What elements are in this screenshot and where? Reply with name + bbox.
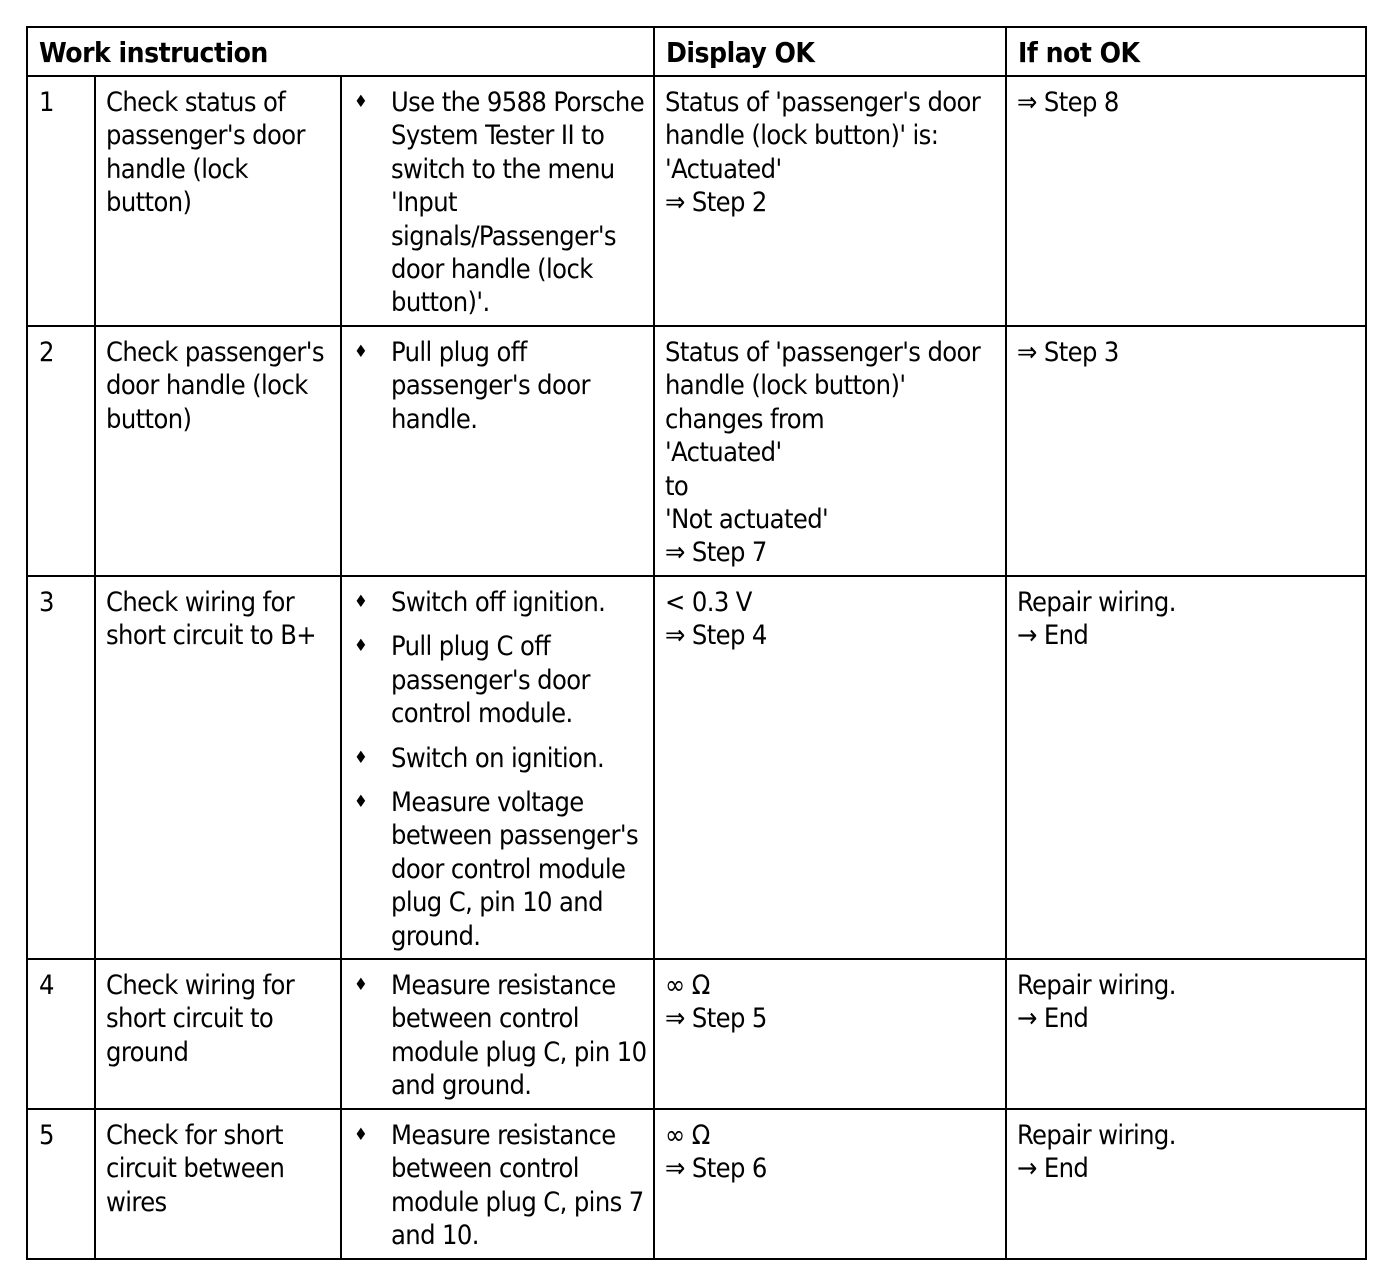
- instruction-item: [354, 336, 649, 436]
- step-instructions: [341, 76, 654, 326]
- instruction-text: Measure resistance between control module plug C, pin 10 and ground.: [391, 970, 647, 1102]
- header-work-instruction: Work instruction: [27, 27, 654, 76]
- instruction-text: Measure voltage between passenger's door control module plug C, pin 10 and ground.: [391, 787, 639, 952]
- step-instructions: [341, 326, 654, 576]
- display-ok-result: Status of 'passenger's door handle (lock button)' is: 'Actuated' ⇒ Step 2: [654, 76, 1006, 326]
- diamond-bullet-icon: ♦: [354, 636, 368, 657]
- diamond-bullet-icon: ♦: [354, 92, 368, 112]
- step-task: Check status of passenger's door handle (lock button): [95, 76, 341, 326]
- step-instructions: [341, 959, 654, 1109]
- step-instructions: [341, 576, 654, 959]
- instruction-text: Pull plug off passenger's door handle.: [391, 337, 590, 435]
- step-number: 5: [27, 1109, 95, 1259]
- if-not-ok-result: Repair wiring. → End: [1006, 576, 1366, 959]
- work-instruction-sheet: [26, 26, 1367, 1260]
- instruction-item: [354, 742, 649, 775]
- diamond-bullet-icon: ♦: [354, 592, 368, 612]
- table-row: [27, 326, 1366, 576]
- step-number: 1: [27, 76, 95, 326]
- header-display-ok: Display OK: [654, 27, 1006, 76]
- step-number: 2: [27, 326, 95, 576]
- diamond-bullet-icon: ♦: [354, 747, 368, 768]
- instruction-text: Pull plug C off passenger's door control module.: [391, 631, 590, 730]
- step-number: 3: [27, 576, 95, 959]
- step-instructions: [341, 1109, 654, 1259]
- if-not-ok-result: Repair wiring. → End: [1006, 1109, 1366, 1259]
- step-task: Check wiring for short circuit to B+: [95, 576, 341, 959]
- if-not-ok-result: ⇒ Step 3: [1006, 326, 1366, 576]
- instruction-item: [354, 586, 649, 619]
- table-header-row: [27, 27, 1366, 76]
- table-body: [27, 76, 1366, 1259]
- diamond-bullet-icon: ♦: [354, 792, 368, 813]
- display-ok-result: < 0.3 V ⇒ Step 4: [654, 576, 1006, 959]
- if-not-ok-result: Repair wiring. → End: [1006, 959, 1366, 1109]
- work-instruction-table: [26, 26, 1367, 1260]
- table-row: [27, 959, 1366, 1109]
- diamond-bullet-icon: ♦: [354, 342, 368, 362]
- instruction-item: [354, 786, 649, 953]
- instruction-text: Measure resistance between control module plug C, pins 7 and 10.: [391, 1120, 644, 1252]
- step-task: Check wiring for short circuit to ground: [95, 959, 341, 1109]
- if-not-ok-result: ⇒ Step 8: [1006, 76, 1366, 326]
- instruction-text: Use the 9588 Porsche System Tester II to switch to the menu 'Input signals/Passenger's door handle (lock button)'.: [391, 87, 645, 319]
- display-ok-result: ∞ Ω ⇒ Step 6: [654, 1109, 1006, 1259]
- table-row: [27, 576, 1366, 959]
- instruction-text: Switch on ignition.: [391, 742, 605, 774]
- instruction-item: [354, 1119, 649, 1253]
- step-number: 4: [27, 959, 95, 1109]
- table-row: [27, 1109, 1366, 1259]
- instruction-item: [354, 630, 649, 730]
- instruction-item: [354, 969, 649, 1103]
- diamond-bullet-icon: ♦: [354, 975, 368, 995]
- display-ok-result: Status of 'passenger's door handle (lock button)' changes from 'Actuated' to 'Not actuated' ⇒ Step 7: [654, 326, 1006, 576]
- table-row: [27, 76, 1366, 326]
- instruction-text: Switch off ignition.: [391, 587, 606, 618]
- step-task: Check passenger's door handle (lock button): [95, 326, 341, 576]
- step-task: Check for short circuit between wires: [95, 1109, 341, 1259]
- header-if-not-ok: If not OK: [1006, 27, 1366, 76]
- instruction-item: [354, 86, 649, 320]
- diamond-bullet-icon: ♦: [354, 1125, 368, 1145]
- display-ok-result: ∞ Ω ⇒ Step 5: [654, 959, 1006, 1109]
